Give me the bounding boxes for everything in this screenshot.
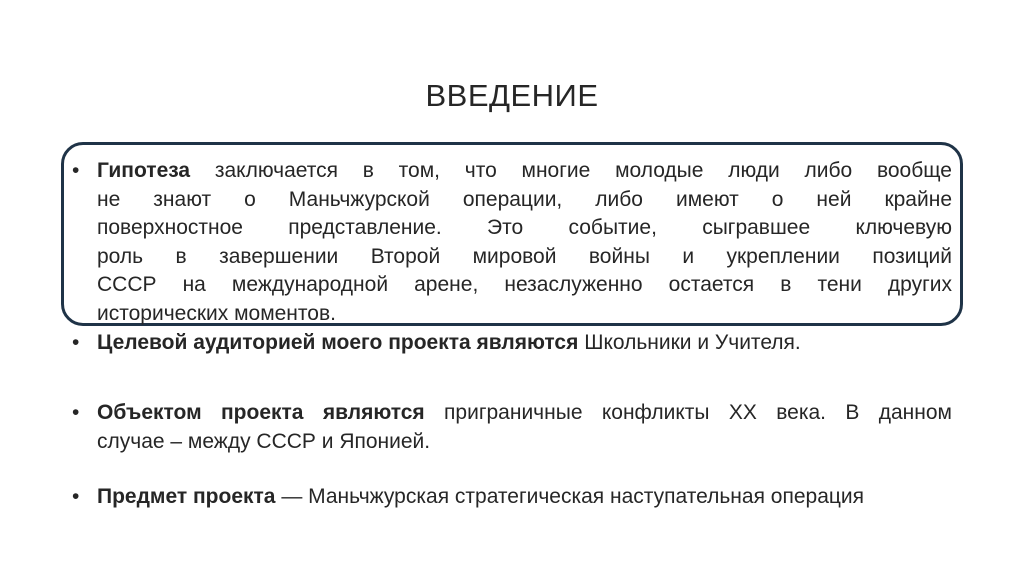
hypothesis-line-6: исторических моментов. — [97, 301, 336, 325]
object-text: Объектом проекта являются приграничные конфликты XX века. В данном случае – между СССР и Японией. — [97, 401, 952, 453]
bullet-dot: • — [72, 485, 80, 508]
subject-text: Предмет проекта — Маньчжурская стратегическая наступательная операция — [97, 485, 864, 508]
audience-text: Целевой аудиторией моего проекта являются Школьники и Учителя. — [97, 331, 801, 354]
slide-title: ВВЕДЕНИЕ — [425, 78, 599, 113]
bullet-dot: • — [72, 401, 80, 424]
bullet-dot: • — [72, 331, 80, 354]
hypothesis-line-4: роль в завершении Второй мировой войны и укреплении позиций — [97, 244, 952, 268]
hypothesis-line-3: поверхностное представление. Это событие, сыгравшее ключевую — [97, 216, 952, 239]
bullet-dot: • — [72, 159, 80, 182]
hypothesis-line-1: Гипотеза заключается в том, что многие молодые люди либо вообще — [97, 159, 952, 182]
hypothesis-line-5: СССР на международной арене, незаслуженно остается в тени других — [97, 273, 952, 296]
audience-label: Целевой аудиторией моего проекта являются — [97, 331, 579, 354]
subject-label: Предмет проекта — [97, 485, 276, 508]
hypothesis-label: Гипотеза — [97, 159, 191, 182]
hypothesis-text — [97, 157, 952, 328]
object-label: Объектом проекта являются — [97, 401, 425, 424]
hypothesis-line-2: не знают о Маньчжурской операции, либо имеют о ней крайне — [97, 187, 952, 211]
